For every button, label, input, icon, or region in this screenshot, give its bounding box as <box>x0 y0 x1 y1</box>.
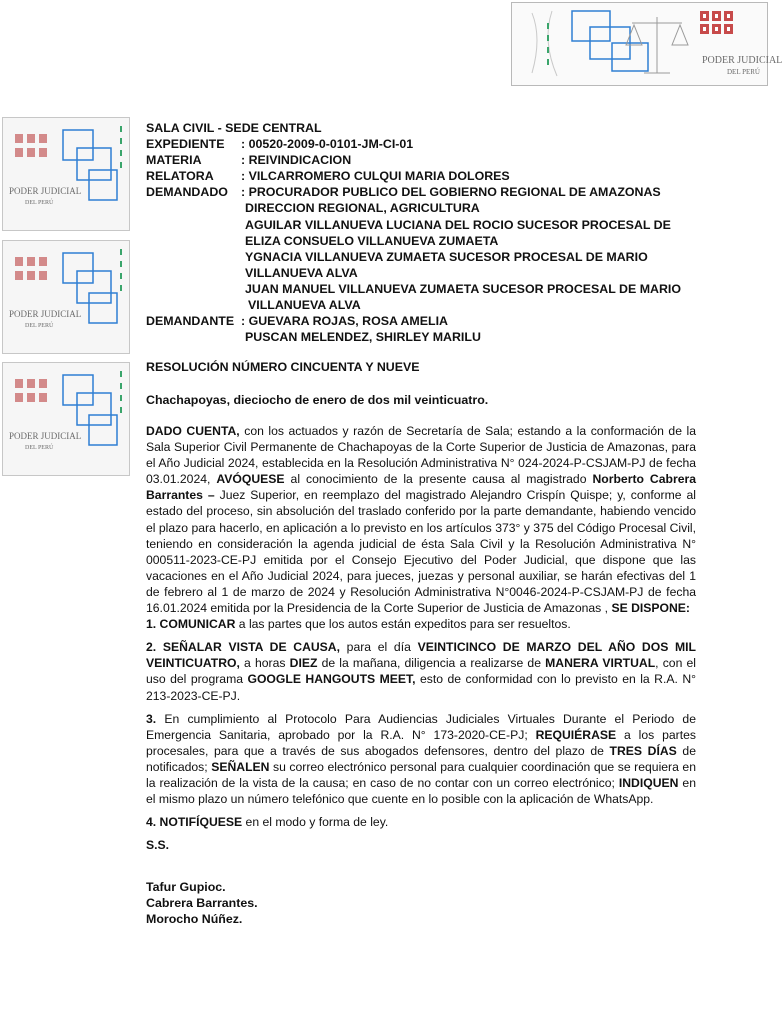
text: para el día <box>340 640 418 655</box>
case-header <box>146 120 706 345</box>
item-1 <box>146 616 696 632</box>
header-key: EXPEDIENTE <box>146 137 225 152</box>
brand-line2: DEL PERÚ <box>727 68 760 76</box>
bold-text: 4. NOTIFÍQUESE <box>146 815 243 830</box>
poder-judicial-logo-side <box>2 117 130 231</box>
brand-line2: DEL PERÚ <box>25 445 54 451</box>
date-line: Chachapoyas, dieciocho de enero de dos mil veinticuatro. <box>146 393 489 407</box>
poder-judicial-logo-side <box>2 240 130 354</box>
closing: S.S. <box>146 838 170 853</box>
text: a los partes procesales, para que a través de sus abogados defensores, dentro del plazo de <box>146 727 696 758</box>
header-row-materia <box>146 152 706 168</box>
resolution-title: RESOLUCIÓN NÚMERO CINCUENTA Y NUEVE <box>146 360 420 374</box>
header-key: RELATORA <box>146 169 214 184</box>
header-value: : GUEVARA ROJAS, ROSA AMELIA <box>241 314 448 329</box>
demandante-line: PUSCAN MELENDEZ, SHIRLEY MARILU <box>245 330 481 345</box>
poder-judicial-logo-side <box>2 362 130 476</box>
signatory: Morocho Núñez. <box>146 912 243 927</box>
bold-text: REQUIÉRASE <box>535 727 617 742</box>
bold-text: DADO CUENTA, <box>146 424 240 438</box>
signatory: Tafur Gupioc. <box>146 880 226 894</box>
text: Juez Superior, en reemplazo del magistrado Alejandro Crispín Quispe; y, conforme al estado del proceso, sin absolución del traslado conferido por la parte demandante, habiendo vencido el plazo para hacerlo, en aplicación a lo previsto en los artículos 373° y 375 del Código Procesal Civil, teniendo en consideración la agenda judicial de ésta Sala Civil y la Resolución Administrativa N° 000511-2023-CE-PJ emitida por el Consejo Ejecutivo del Poder Judicial, que dispone que las vacaciones en el Año Judicial 2024, para jueces, juezas y personal auxiliar, se harán efectivas del 1 de febrero al 1 de marzo de 2024 y Resolución Administrativa N°0046-2024-P-CSJAM-PJ de fecha 16.01.2024 emitida por la Presidencia de la Corte Superior de Justicia de Amazonas , <box>146 488 696 616</box>
court-name: SALA CIVIL - SEDE CENTRAL <box>146 121 322 135</box>
header-value: : 00520-2009-0-0101-JM-CI-01 <box>241 137 414 152</box>
resolution-body <box>146 423 696 853</box>
text: en el modo y forma de ley. <box>242 815 389 830</box>
brand-line2: DEL PERÚ <box>25 323 54 329</box>
demandado-line: VILLANUEVA ALVA <box>248 298 361 313</box>
demandado-line: DIRECCION REGIONAL, AGRICULTURA <box>245 201 480 216</box>
bold-text: 3. <box>146 711 157 726</box>
signatory: Cabrera Barrantes. <box>146 896 258 911</box>
logo-emblem-icon <box>3 363 129 475</box>
brand-line1: PODER JUDICIAL <box>9 309 82 319</box>
text: En cumplimiento al Protocolo Para Audiencias Judiciales Virtuales Durante el Periodo de Emergencia Sanitaria, aprobado por la R.A. N° 173-2020-CE-PJ; <box>146 711 696 742</box>
header-key: DEMANDADO <box>146 185 228 200</box>
text: de notificados; <box>146 743 696 774</box>
header-row-expediente <box>146 136 706 152</box>
bold-text: SE DISPONE: <box>611 601 690 616</box>
bold-text: 2. SEÑALAR VISTA DE CAUSA, <box>146 640 340 655</box>
header-key: MATERIA <box>146 153 202 168</box>
bold-text: AVÓQUESE <box>216 472 285 487</box>
bold-text: 1. COMUNICAR <box>146 617 236 632</box>
item-2 <box>146 639 696 703</box>
text: al conocimiento de la presente causa al magistrado <box>284 472 593 487</box>
bold-text: MANERA VIRTUAL <box>545 656 656 671</box>
text: su correo electrónico personal para cualquier coordinación que se requiera en la realización de la vista de la causa; en caso de no contar con un correo electrónico; <box>146 759 696 790</box>
demandado-line: VILLANUEVA ALVA <box>245 265 358 280</box>
text: de la mañana, diligencia a realizarse de <box>317 656 546 671</box>
item-4 <box>146 814 696 830</box>
text: a horas <box>239 656 290 671</box>
demandado-line: YGNACIA VILLANUEVA ZUMAETA SUCESOR PROCESAL DE MARIO <box>245 249 648 264</box>
paragraph-dado-cuenta <box>146 423 696 616</box>
demandado-line: AGUILAR VILLANUEVA LUCIANA DEL ROCIO SUCESOR PROCESAL DE <box>245 217 671 232</box>
bold-text: Norberto Cabrera Barrantes – <box>146 472 696 503</box>
brand-line1: PODER JUDICIAL <box>9 186 82 196</box>
signatories <box>146 879 258 927</box>
bold-text: TRES DÍAS <box>609 743 677 758</box>
bold-text: VEINTICINCO DE MARZO DEL AÑO DOS MIL VEINTICUATRO, <box>146 640 696 671</box>
text: en el mismo plazo un número telefónico que cuente en lo posible con la aplicación de WhatsApp. <box>146 775 696 807</box>
bold-text: GOOGLE HANGOUTS MEET, <box>247 672 416 687</box>
poder-judicial-logo-top <box>511 2 782 86</box>
header-row-demandado <box>146 184 706 200</box>
header-row-relatora <box>146 168 706 184</box>
header-value: : VILCARROMERO CULQUI MARIA DOLORES <box>241 169 510 184</box>
header-row-demandante <box>146 313 706 329</box>
logo-emblem-icon <box>3 241 129 353</box>
bold-text: SEÑALEN <box>211 759 270 774</box>
text: , con el uso del programa <box>146 656 696 687</box>
bold-text: DIEZ <box>289 656 318 671</box>
item-3 <box>146 711 696 808</box>
brand-line1: PODER JUDICIAL <box>702 55 782 66</box>
text: con los actuados y razón de Secretaría de Sala; estando a la conformación de la Sala Superior Civil Permanente de Chachapoyas de la Corte Superior de Justicia de Amazonas, para el Año Judicial 2024, establecida en la Resolución Administrativa N° 024-2024-P-CSJAM-PJ de fecha 03.01.2024, <box>146 424 696 487</box>
demandado-line: ELIZA CONSUELO VILLANUEVA ZUMAETA <box>245 233 499 248</box>
demandado-line: JUAN MANUEL VILLANUEVA ZUMAETA SUCESOR PROCESAL DE MARIO <box>245 281 681 296</box>
brand-line1: PODER JUDICIAL <box>9 431 82 441</box>
brand-line2: DEL PERÚ <box>25 200 54 206</box>
header-key: DEMANDANTE <box>146 314 235 329</box>
header-value: : REIVINDICACION <box>241 153 352 168</box>
text: a las partes que los autos están expeditos para ser resueltos. <box>235 617 571 632</box>
bold-text: INDIQUEN <box>618 775 679 790</box>
header-value: : PROCURADOR PUBLICO DEL GOBIERNO REGIONAL DE AMAZONAS <box>241 185 661 200</box>
logo-emblem-icon <box>3 118 129 230</box>
text: esto de conformidad con lo previsto en la R.A. N° 213-2023-CE-PJ. <box>146 672 697 703</box>
